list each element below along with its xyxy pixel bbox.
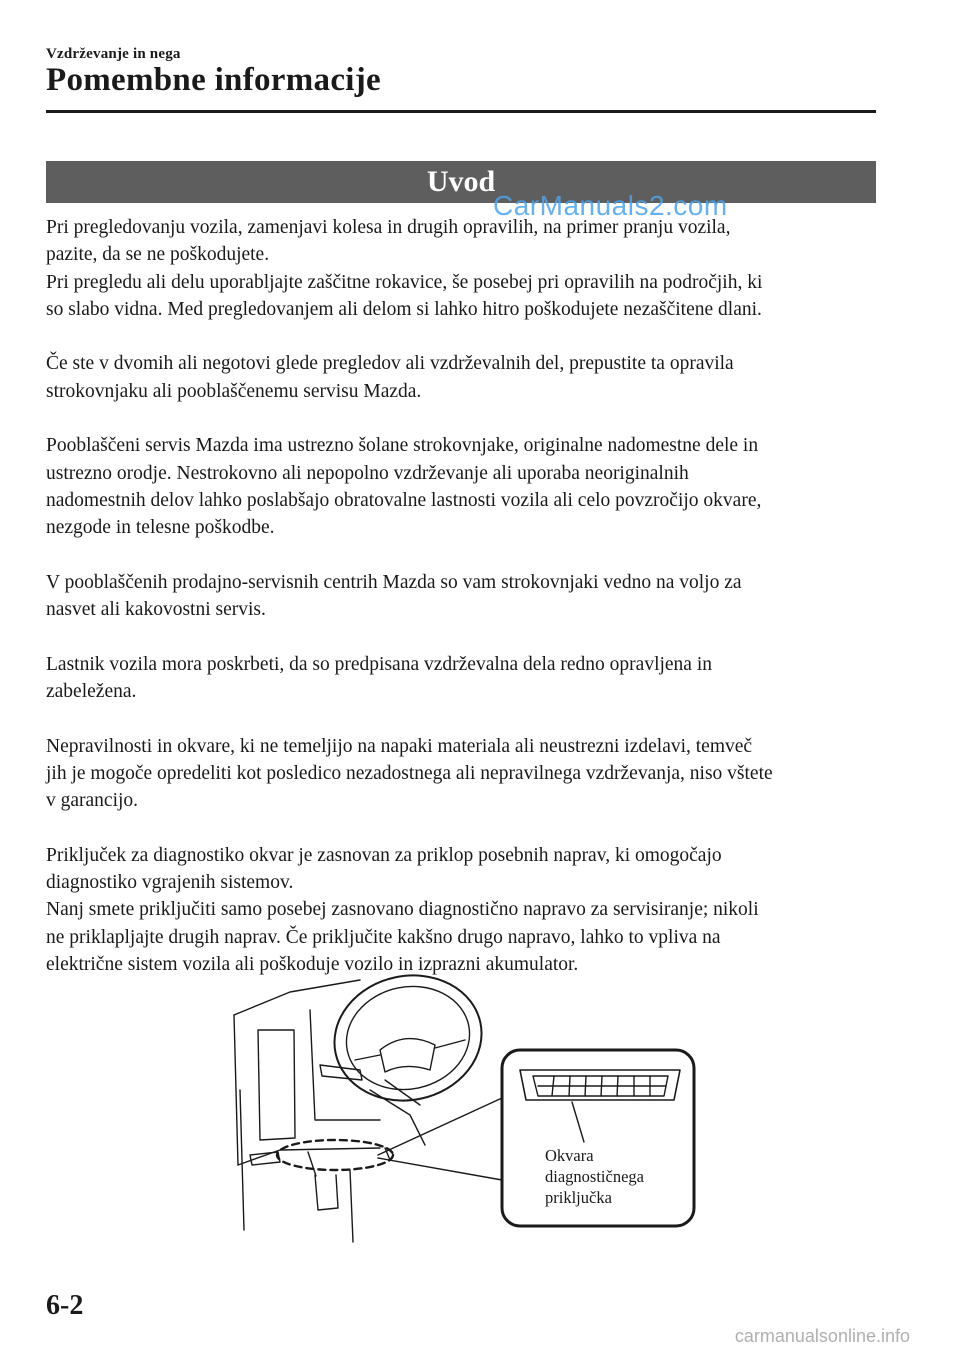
- section-heading: Uvod: [46, 161, 876, 203]
- text-line: ne priklapljajte drugih naprav. Če priključite kakšno drugo napravo, lahko to vpliva na: [46, 926, 721, 948]
- title-divider: [46, 110, 876, 113]
- text-line: V pooblaščenih prodajno-servisnih centrih Mazda so vam strokovnjaki vedno na voljo za: [46, 571, 742, 593]
- paragraph-warranty: [46, 733, 876, 815]
- dashboard-left-edge: [234, 1015, 238, 1165]
- paragraph-doubt: [46, 350, 876, 405]
- text-line: zabeležena.: [46, 681, 137, 703]
- paragraph-owner-duty: [46, 651, 876, 706]
- callout-line: Okvara: [545, 1146, 594, 1165]
- text-line: jih je mogoče opredeliti kot posledico nezadostnega ali nepravilnega vzdrževanja, niso vštete: [46, 762, 773, 784]
- page-title: Pomembne informacije: [46, 62, 381, 98]
- steering-wheel-hub: [380, 1039, 435, 1072]
- pedal-floor-edge: [350, 1170, 353, 1242]
- leader-line-bottom: [378, 1158, 502, 1180]
- paragraph-diagnostic-connector: [46, 842, 876, 978]
- text-line: Če ste v dvomih ali negotovi glede pregledov ali vzdrževalnih del, prepustite ta opravila: [46, 353, 734, 375]
- brake-pedal-arm: [308, 1152, 316, 1176]
- text-line: električne sistem vozila ali poškoduje vozilo in izprazni akumulator.: [46, 954, 579, 976]
- page-number: 6-2: [46, 1290, 84, 1321]
- wheel-spoke-right: [435, 1040, 465, 1048]
- diagnostic-connector-illustration: [220, 970, 710, 1250]
- dashboard-outline: [234, 980, 360, 1015]
- text-line: so slabo vidna. Med pregledovanjem ali delom si lahko hitro poškodujete nezaščitene dlani.: [46, 298, 762, 320]
- paragraph-service-centers: [46, 569, 876, 624]
- text-line: nadomestnih delov lahko poslabšajo obratovalne lastnosti vozila ali celo povzročijo okvare,: [46, 489, 762, 511]
- text-line: Priključek za diagnostiko okvar je zasnovan za priklop posebnih naprav, ki omogočajo: [46, 844, 722, 866]
- connector-location-marker: [277, 1140, 393, 1170]
- door-edge: [240, 1090, 244, 1230]
- body-text: [46, 214, 876, 978]
- steering-wheel-rim: [323, 970, 494, 1114]
- text-line: v garancijo.: [46, 790, 139, 812]
- text-line: nasvet ali kakovostni servis.: [46, 599, 266, 621]
- callout-line: diagnostičnega: [545, 1167, 644, 1186]
- text-line: Pri pregledovanju vozila, zamenjavi kolesa in drugih opravilih, na primer pranju vozila,: [46, 217, 731, 238]
- text-line: Nepravilnosti in okvare, ki ne temeljijo na napaki materiala ali neustrezni izdelavi, temveč: [46, 735, 753, 757]
- text-line: Nanj smete priključiti samo posebej zasnovano diagnostično napravo za servisiranje; nikoli: [46, 899, 759, 921]
- text-line: Pri pregledu ali delu uporabljajte zaščitne rokavice, še posebej pri opravilih na področjih, ki: [46, 271, 763, 293]
- breadcrumb: Vzdrževanje in nega: [46, 46, 181, 62]
- callout-pointer: [572, 1102, 584, 1142]
- paragraph-protection: [46, 214, 876, 323]
- watermark-carmanuals2: CarManuals2.com: [493, 190, 728, 221]
- callout-label: [545, 1145, 644, 1208]
- text-line: strokovnjaku ali pooblaščenemu servisu Mazda.: [46, 380, 422, 402]
- paragraph-authorized-service: [46, 432, 876, 541]
- pedal-brake: [315, 1175, 338, 1210]
- text-line: Lastnik vozila mora poskrbeti, da so predpisana vzdrževalna dela redno opravljena in: [46, 653, 713, 675]
- watermark-carmanualsonline: carmanualsonline.info: [734, 1326, 910, 1346]
- text-line: nezgode in telesne poškodbe.: [46, 517, 275, 539]
- side-vent: [258, 1030, 295, 1140]
- text-line: Pooblaščeni servis Mazda ima ustrezno šolane strokovnjake, originalne nadomestne dele in: [46, 435, 759, 457]
- callout-line: priključka: [545, 1188, 612, 1207]
- text-line: diagnostiko vgrajenih sistemov.: [46, 872, 294, 894]
- wheel-spoke-left: [355, 1055, 380, 1060]
- text-line: ustrezno orodje. Nestrokovno ali nepopolno vzdrževanje ali uporaba neoriginalnih: [46, 462, 689, 484]
- wiper-stalk: [320, 1065, 362, 1080]
- text-line: pazite, da se ne poškodujete.: [46, 244, 270, 266]
